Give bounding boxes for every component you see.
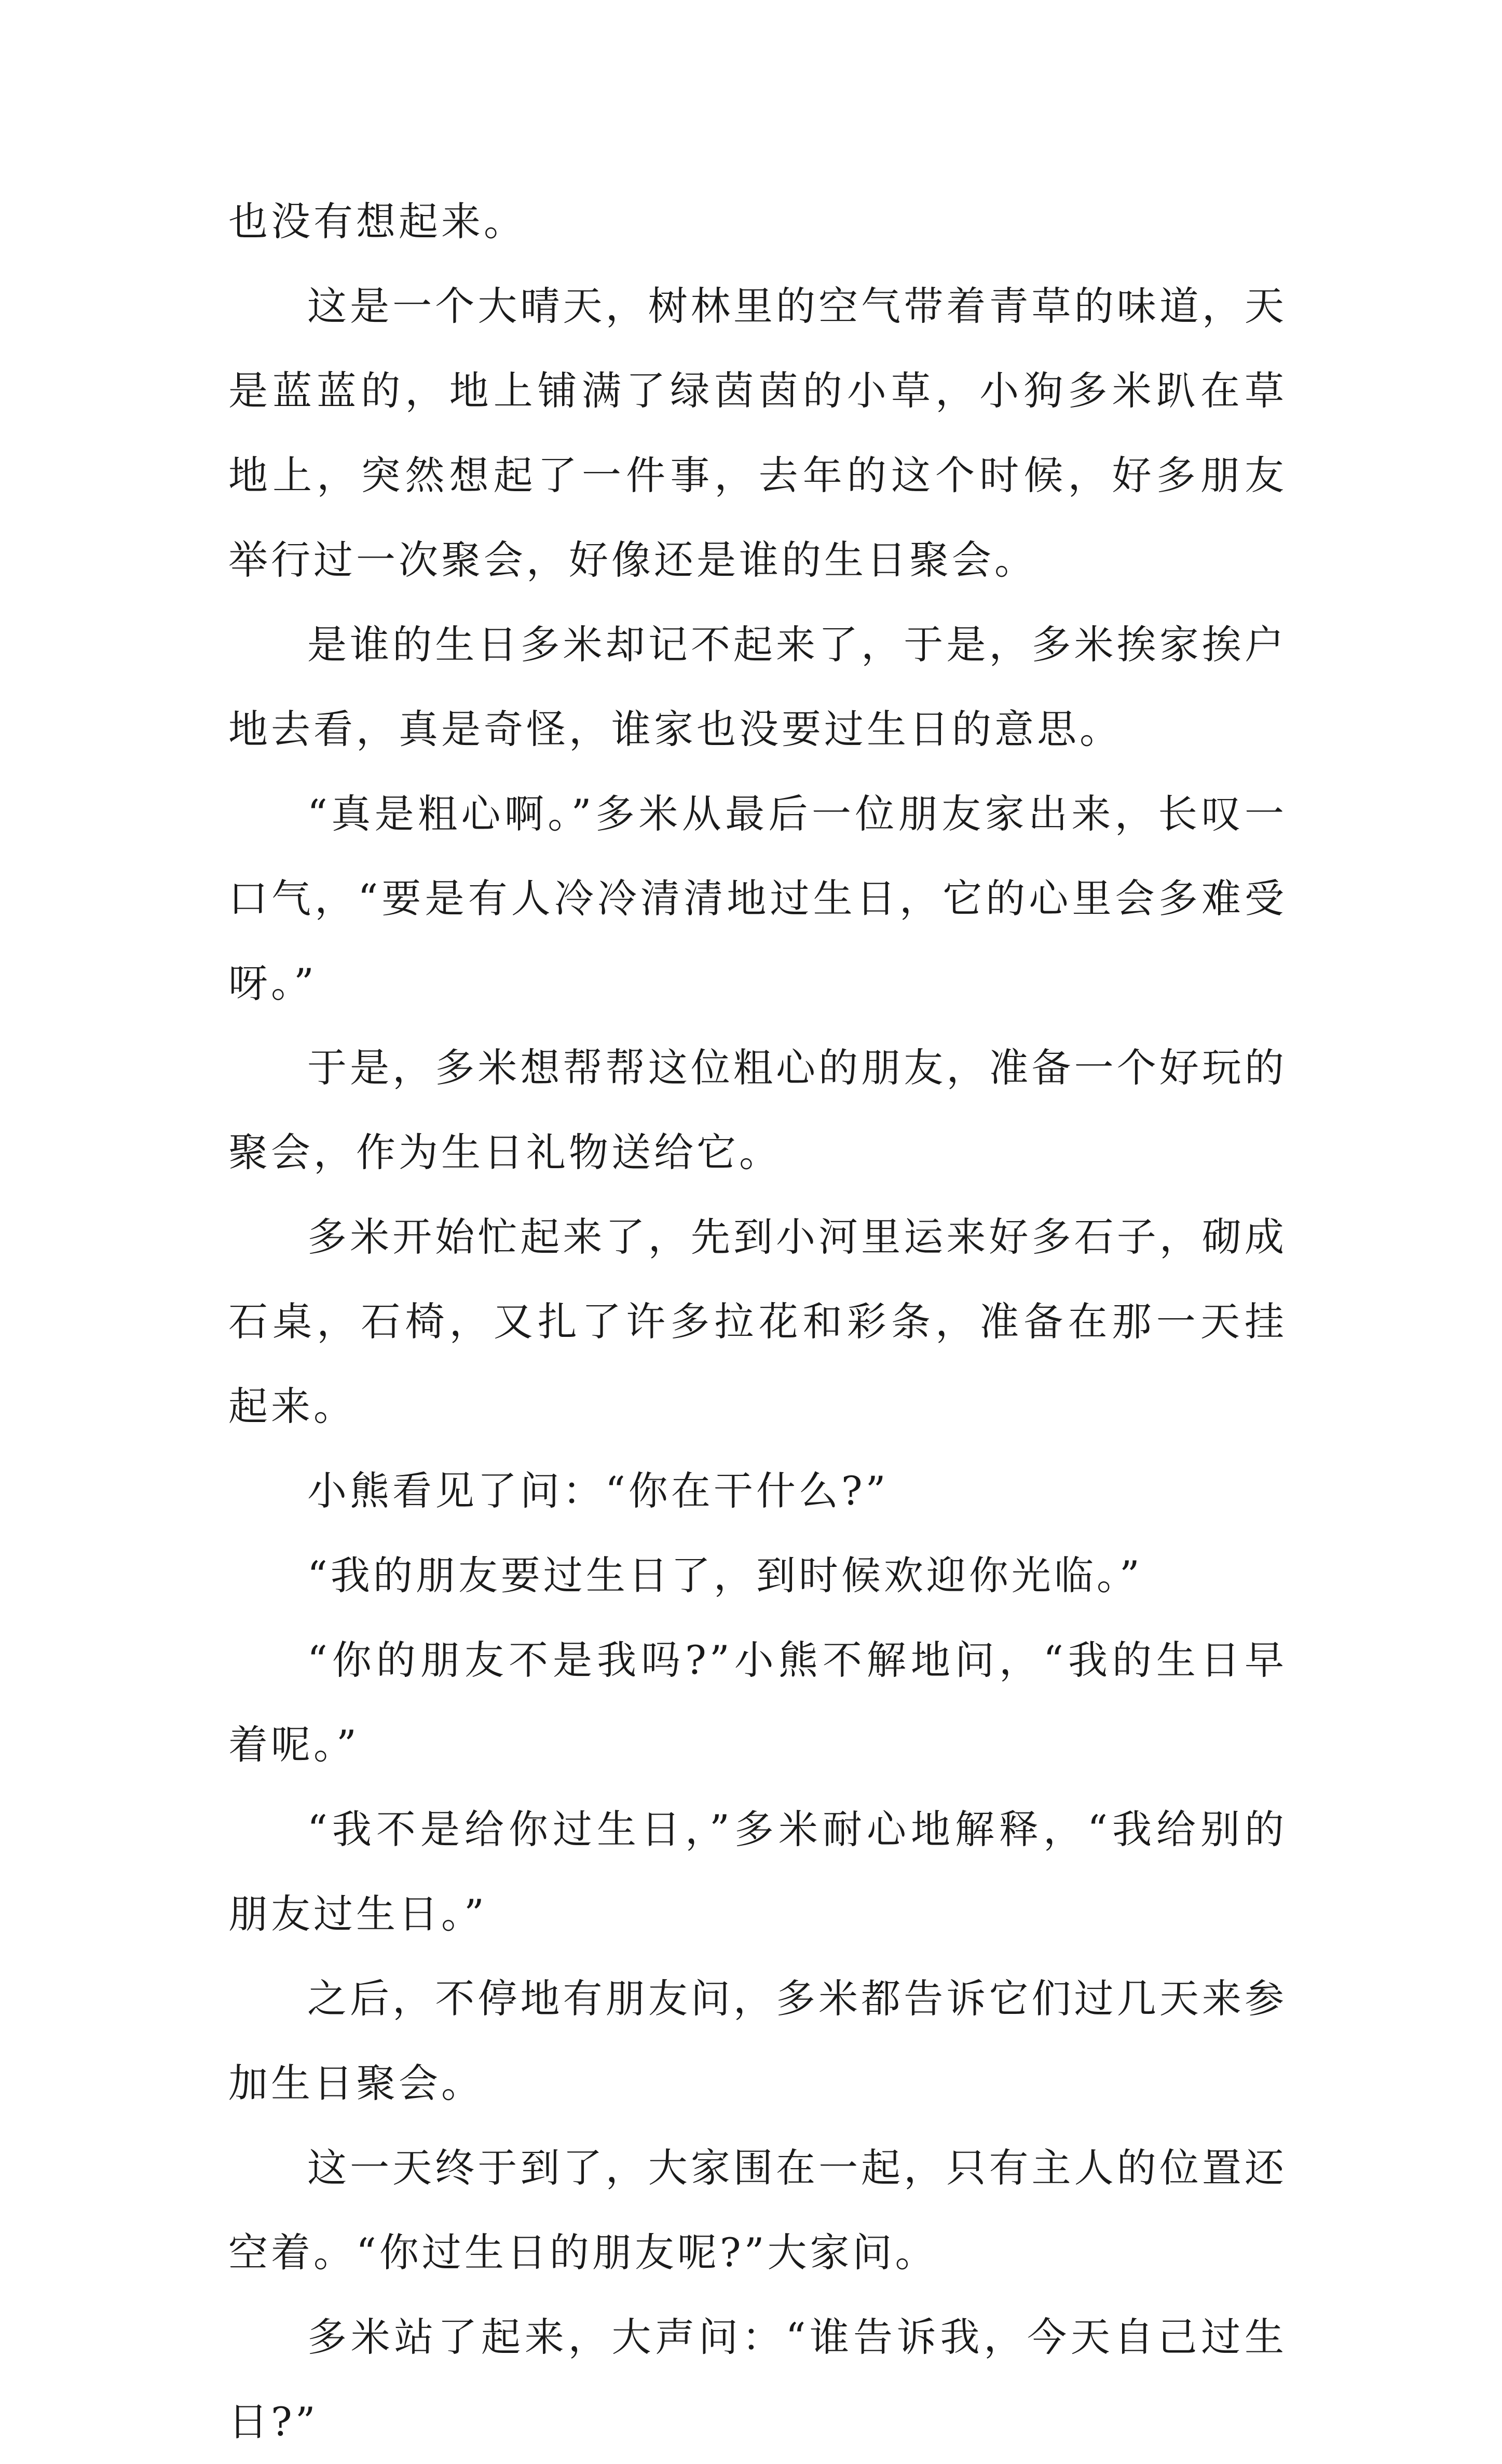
paragraph-9: “你的朋友不是我吗?”小熊不解地问，“我的生日早着呢。”: [228, 1637, 1287, 1768]
paragraph-11: 之后，不停地有朋友问，多米都告诉它们过几天来参加生日聚会。: [228, 1975, 1287, 2106]
paragraph-10: “我不是给你过生日，”多米耐心地解释，“我给别的朋友过生日。”: [228, 1806, 1287, 1937]
paragraph-3: 是谁的生日多米却记不起来了，于是，多米挨家挨户地去看，真是奇怪，谁家也没要过生日的意思。: [228, 621, 1287, 752]
paragraph-12: 这一天终于到了，大家围在一起，只有主人的位置还空着。“你过生日的朋友呢?”大家问。: [228, 2145, 1287, 2276]
paragraph-7: 小熊看见了问：“你在干什么?”: [307, 1468, 889, 1514]
paragraph-6: 多米开始忙起来了，先到小河里运来好多石子，砌成石桌，石椅，又扎了许多拉花和彩条，准备在那一天挂起来。: [228, 1214, 1287, 1429]
paragraph-13: 多米站了起来，大声问：“谁告诉我，今天自己过生日?”: [228, 2314, 1287, 2445]
story-text: [228, 179, 1287, 2464]
paragraph-4: “真是粗心啊。”多米从最后一位朋友家出来，长叹一口气，“要是有人冷冷清清地过生日，它的心里会多难受呀。”: [228, 791, 1287, 1006]
paragraph-2: 这是一个大晴天，树林里的空气带着青草的味道，天是蓝蓝的，地上铺满了绿茵茵的小草，小狗多米趴在草地上，突然想起了一件事，去年的这个时候，好多朋友举行过一次聚会，好像还是谁的生日聚会。: [228, 283, 1287, 583]
paragraph-8: “我的朋友要过生日了，到时候欢迎你光临。”: [307, 1552, 1143, 1599]
paragraph-1: 也没有想起来。: [228, 198, 526, 245]
paragraph-5: 于是，多米想帮帮这位粗心的朋友，准备一个好玩的聚会，作为生日礼物送给它。: [228, 1045, 1287, 1175]
